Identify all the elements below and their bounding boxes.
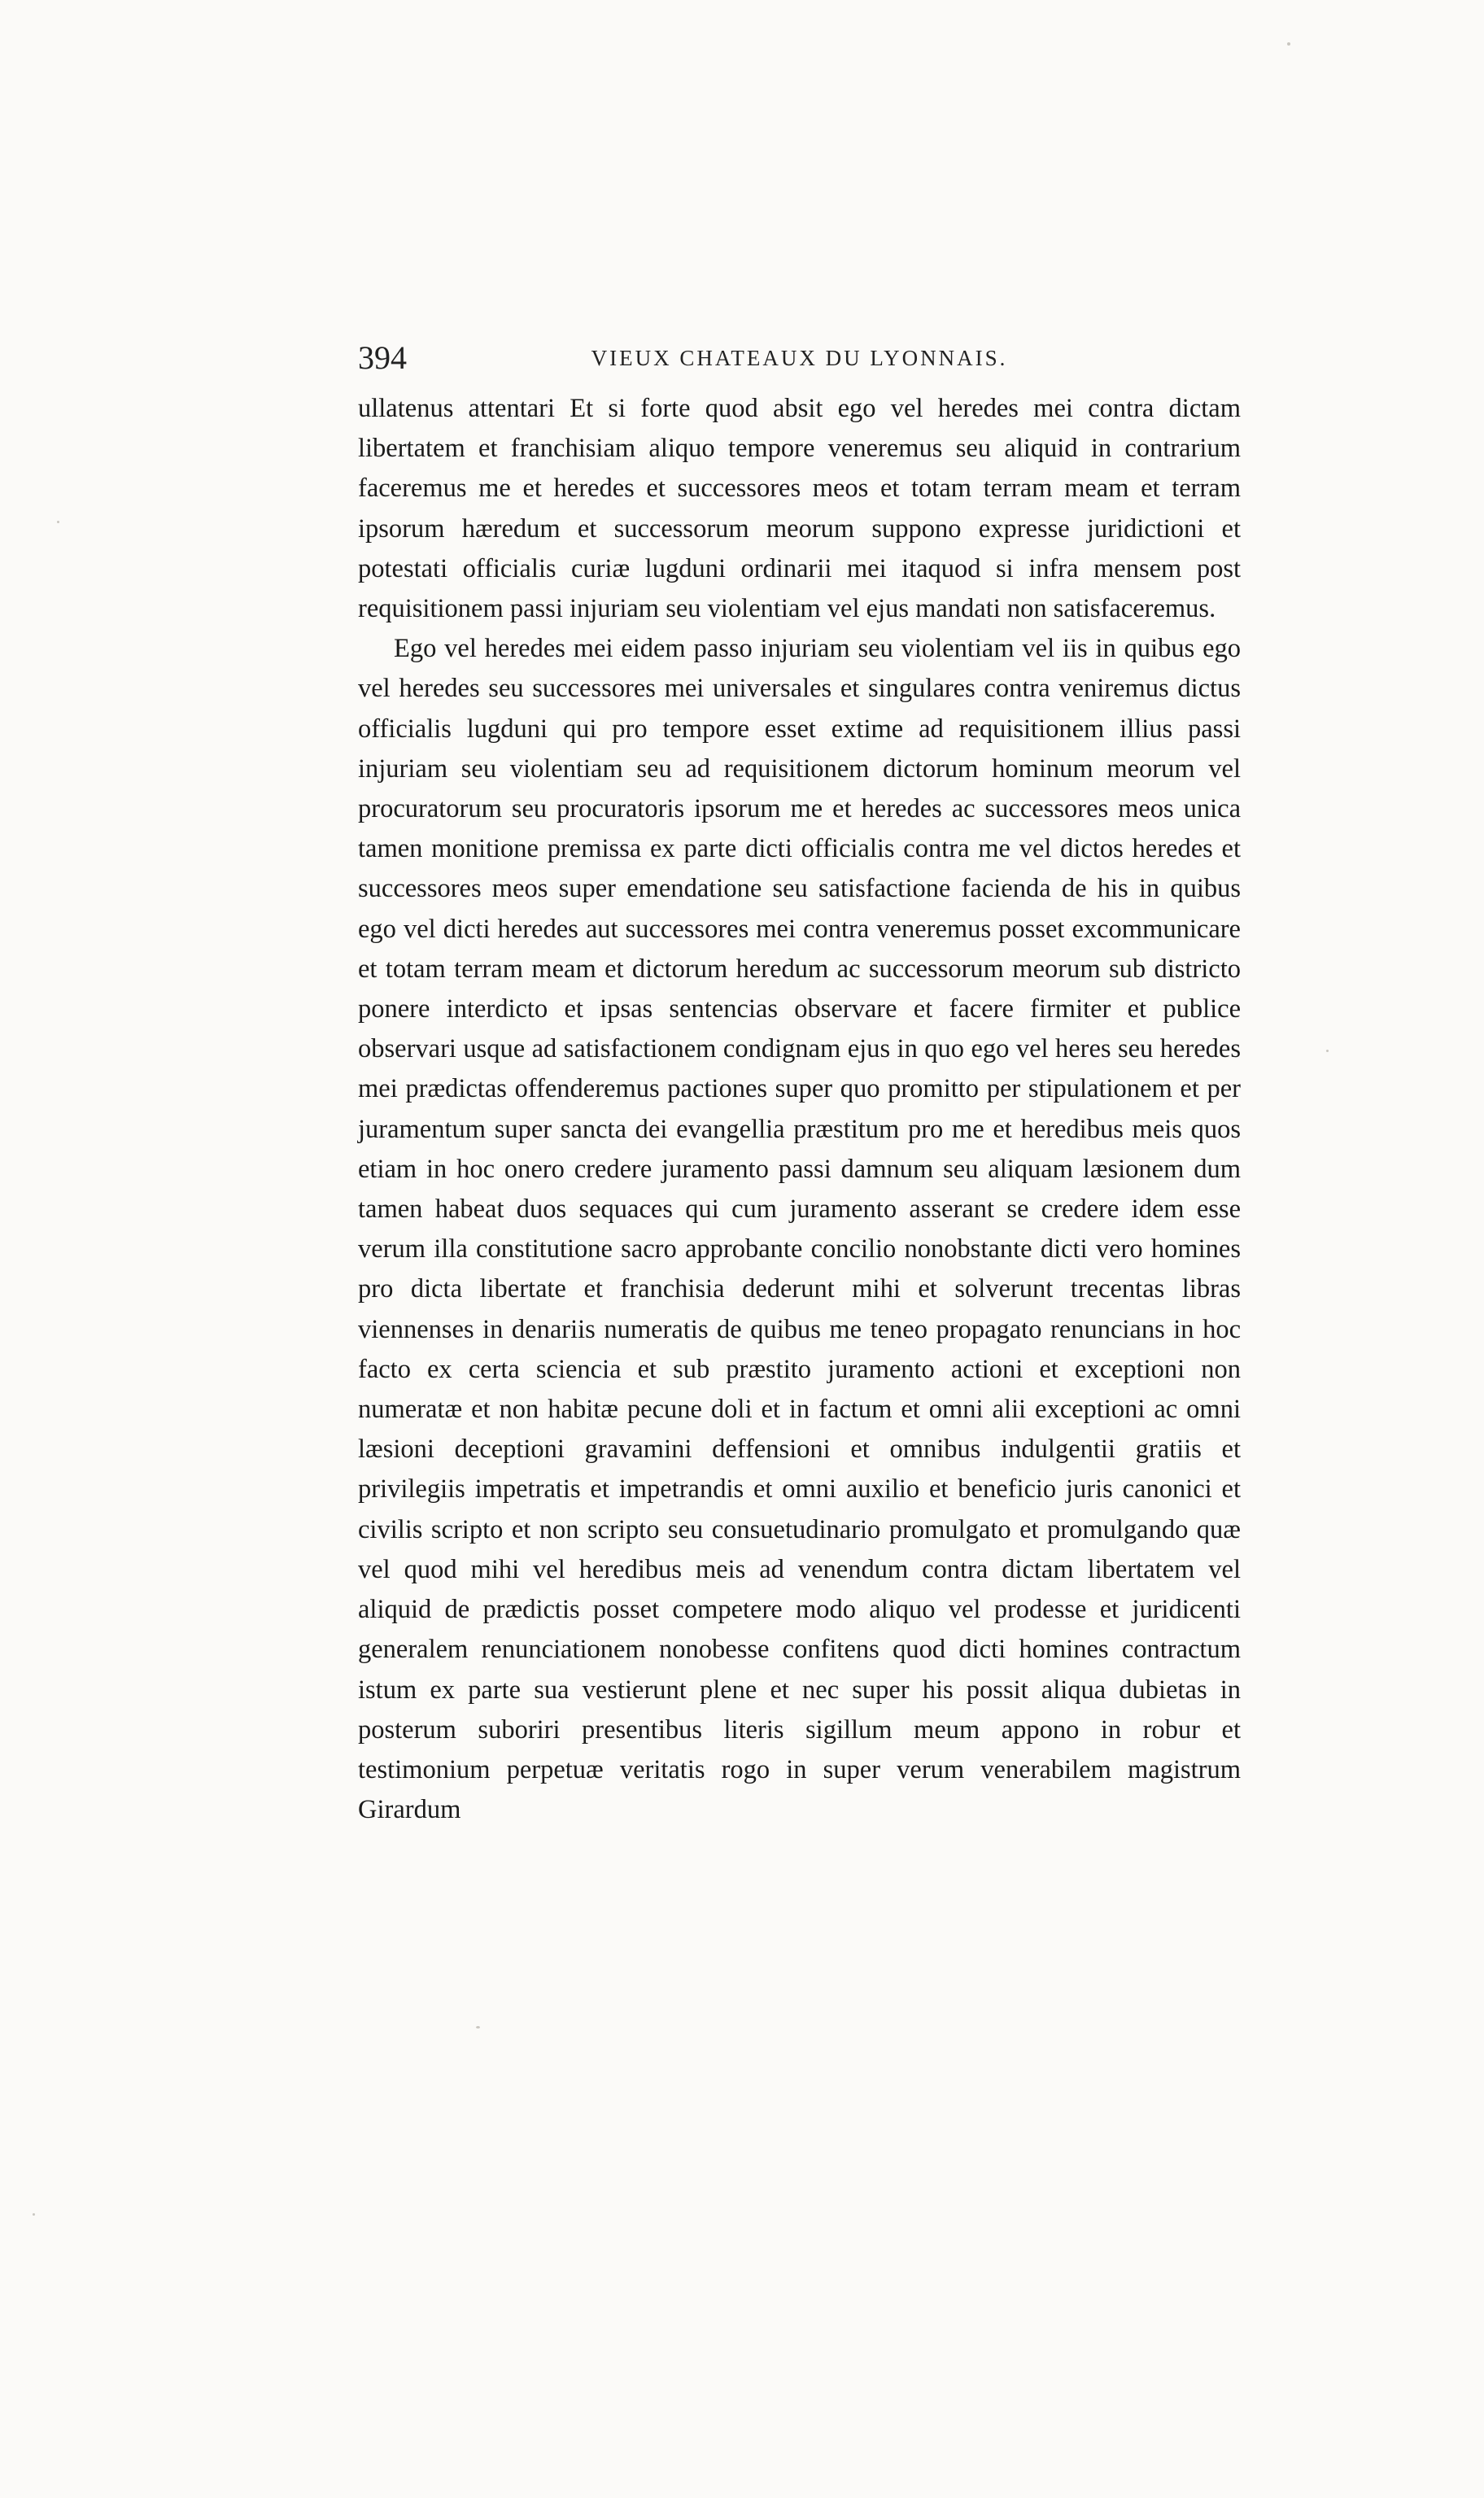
page-header (358, 334, 1241, 382)
paragraph-main: Ego vel heredes mei eidem passo injuriam seu violentiam vel iis in quibus ego vel heredes seu successores mei universales et singulares contra veniremus dictus officialis lugduni qui pro tempore esset extime ad requisitionem illius passi injuriam seu violentiam seu ad requisitionem dictorum hominum meorum vel procuratorum seu procuratoris ipsorum me et heredes ac successores meos unica tamen monitione premissa ex parte dicti officialis contra me vel dictos heredes et successores meos super emendatione seu satisfactione facienda de his in quibus ego vel dicti heredes aut successores mei contra veneremus posset excommunicare et totam terram meam et dictorum heredum ac successorum meorum sub districto ponere interdicto et ipsas sentencias observare et facere firmiter et publice observari usque ad satisfactionem condignam ejus in quo ego vel heres seu heredes mei prædictas offenderemus pactiones super quo promitto per stipulationem et per juramentum super sancta dei evangellia præstitum pro me et heredibus meis quos etiam in hoc onero credere juramento passi damnum seu aliquam læsionem dum tamen habeat duos sequaces qui cum juramento asserant se credere idem esse verum illa constitutione sacro approbante concilio nonobstante dicti vero homines pro dicta libertate et franchisia dederunt mihi et solverunt trecentas libras viennenses in denariis numeratis de quibus me teneo propagato renuncians in hoc facto ex certa sciencia et sub præstito juramento actioni et exceptioni non numeratæ et non habitæ pecune doli et in factum et omni alii exceptioni ac omni læsioni deceptioni gravamini deffensioni et omnibus indulgentii gratiis et privilegiis impetratis et impetrandis et omni auxilio et beneficio juris canonici et civilis scripto et non scripto seu consuetudinario promulgato et promulgando quæ vel quod mihi vel heredibus meis ad venendum contra dictam libertatem vel aliquid de prædictis posset competere modo aliquo vel prodesse et juridicenti generalem renunciationem nonobesse confitens quod dicti homines contractum istum ex parte sua vestierunt plene et nec super his possit aliqua dubietas in posterum suboriri presentibus literis sigillum meum appono in robur et testimonium perpetuæ veritatis rogo in super verum venerabilem magistrum Girardum (358, 634, 1241, 1825)
page-number: 394 (358, 339, 407, 376)
scan-speck (57, 521, 59, 523)
scan-speck (476, 2026, 480, 2029)
page-body (358, 389, 1241, 1830)
scan-speck (1326, 1050, 1329, 1052)
paragraph-continuation: ullatenus attentari Et si forte quod absit ego vel heredes mei contra dictam libertatem et franchisiam aliquo tempore veneremus seu aliquid in contrarium faceremus me et heredes et successores meos et totam terram meam et terram ipsorum hæredum et successorum meorum suppono expresse juridictioni et potestati officialis curiæ lugduni ordinarii mei itaquod si infra mensem post requisitionem passi injuriam seu violentiam vel ejus mandati non satisfaceremus. (358, 394, 1241, 624)
scan-speck (33, 2213, 35, 2216)
running-title: VIEUX CHATEAUX DU LYONNAIS. (591, 346, 1008, 370)
scan-speck (1287, 42, 1290, 46)
